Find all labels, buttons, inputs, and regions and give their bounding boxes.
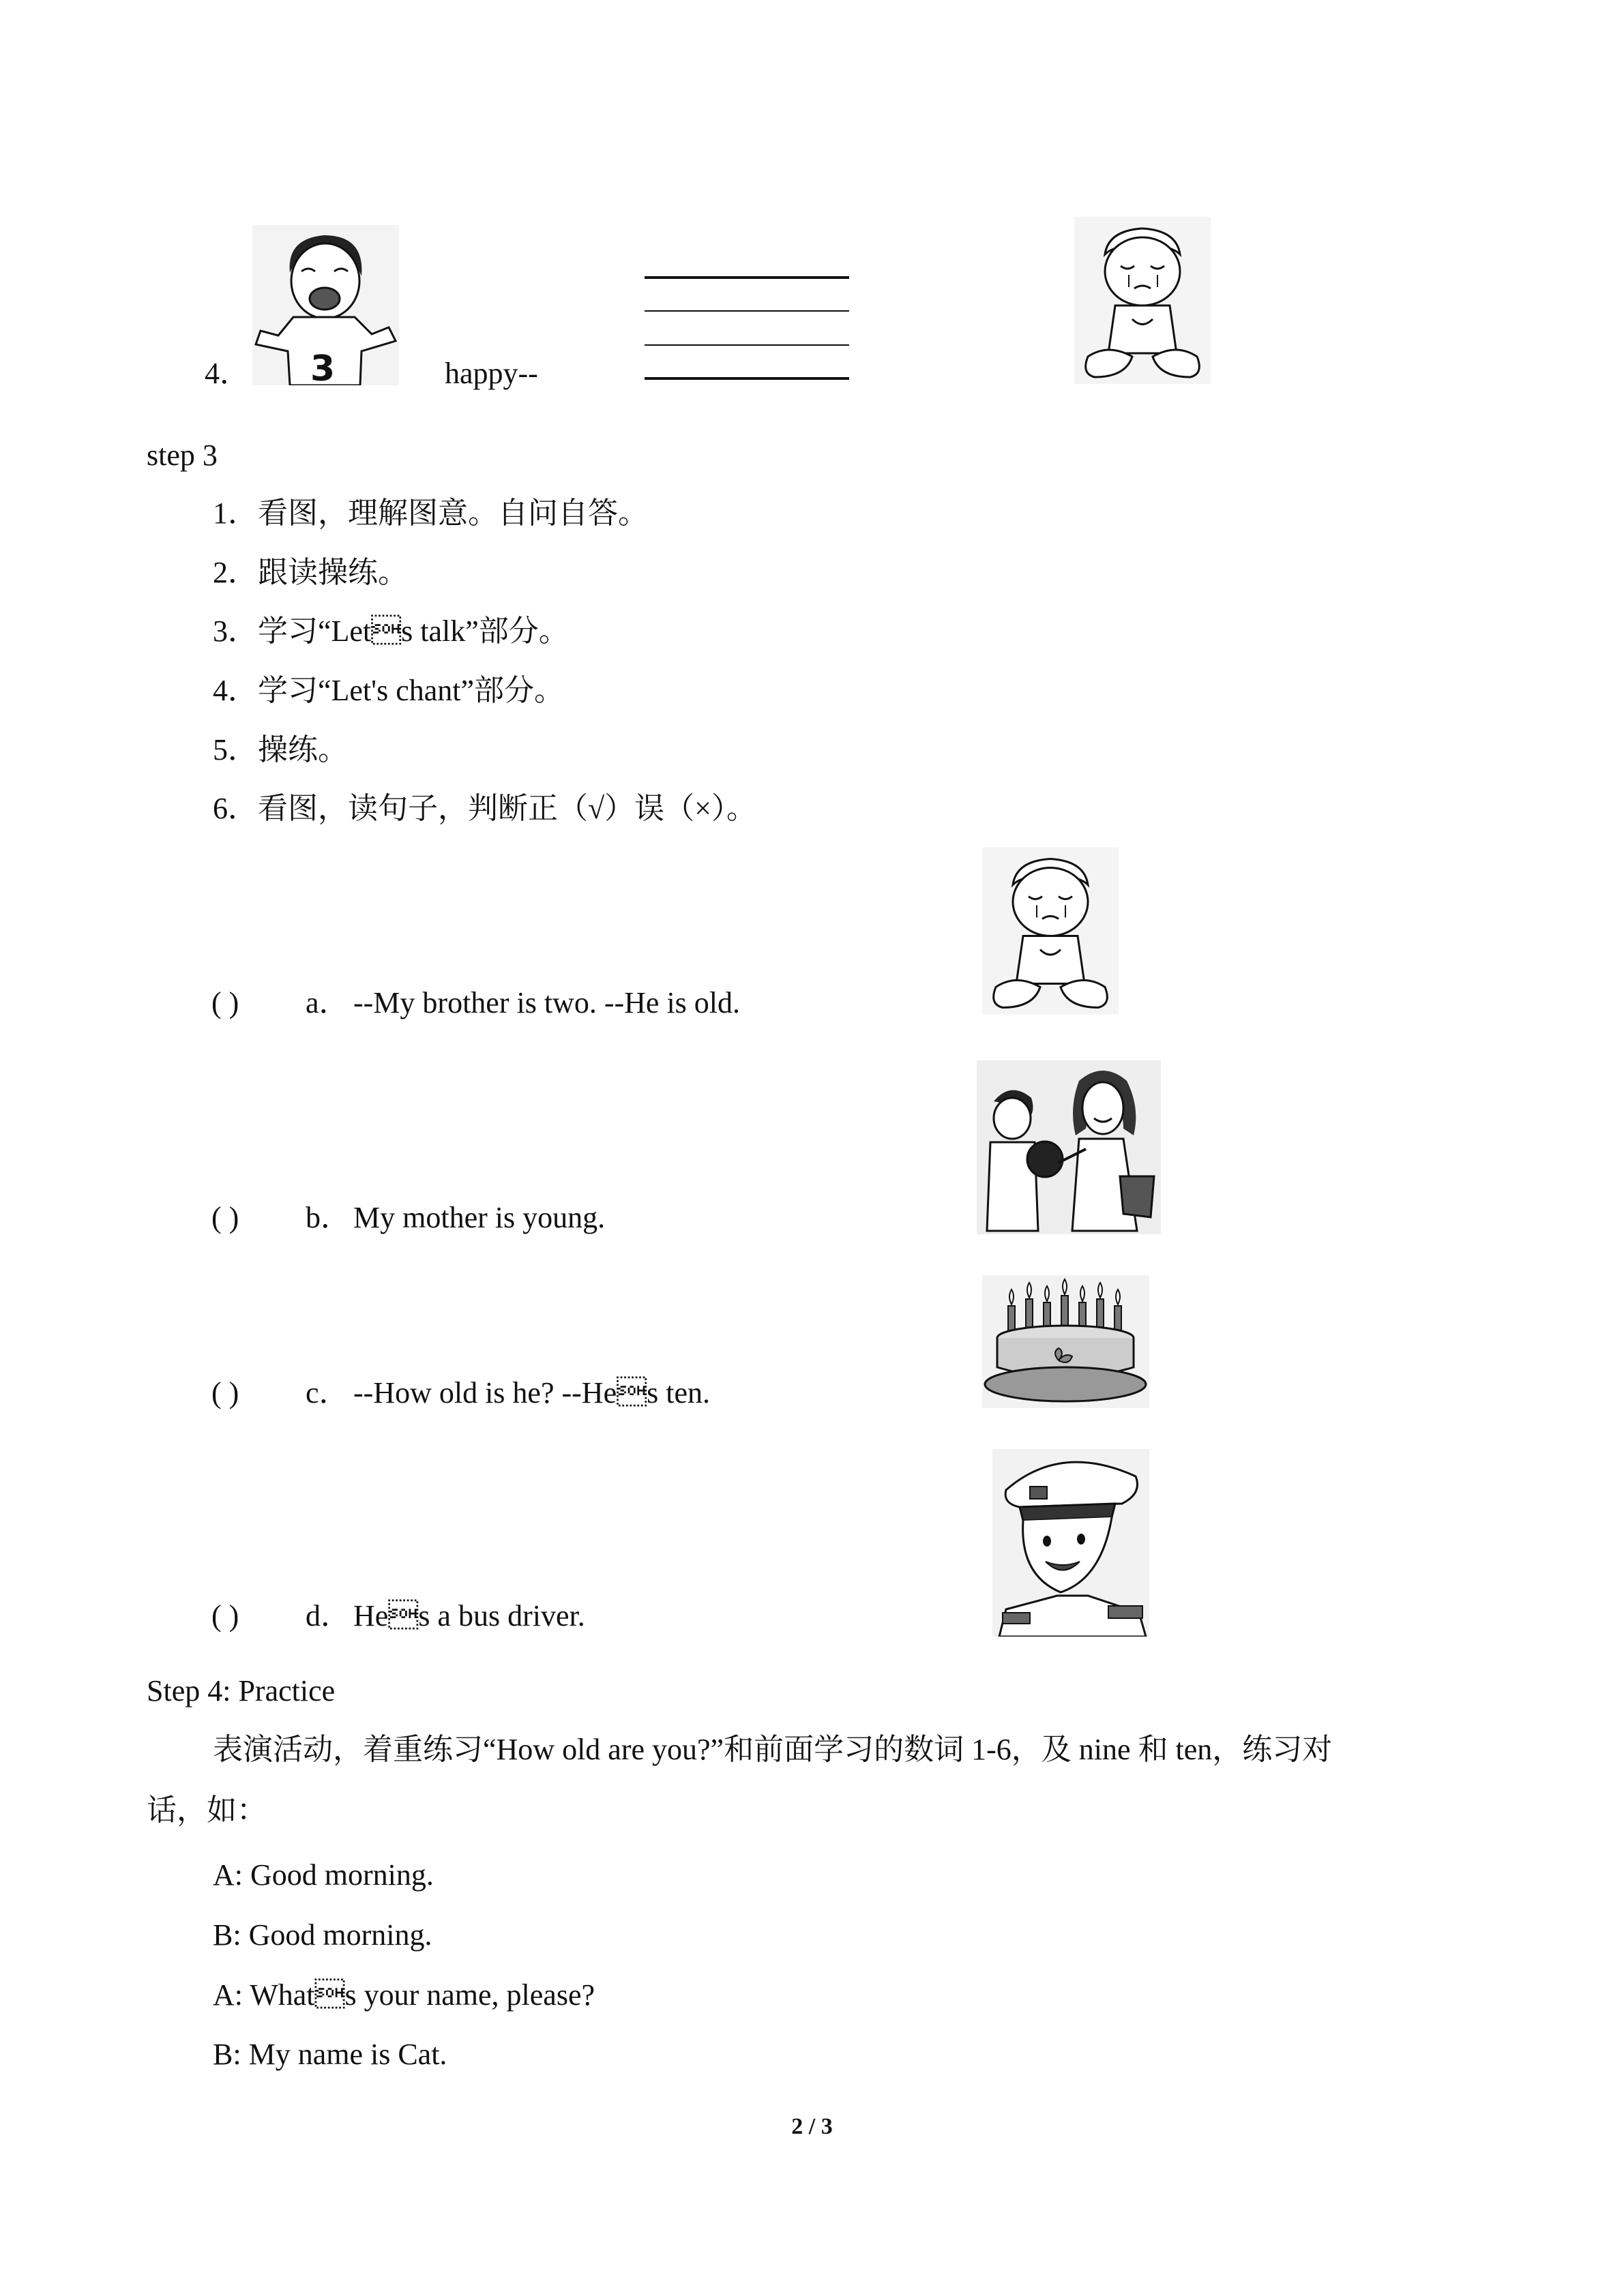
svg-text:3: 3 (310, 348, 336, 385)
judge-text-b: My mother is young. (353, 1201, 606, 1234)
answer-blank-1[interactable] (645, 276, 849, 279)
judge-label-a: a． (306, 986, 349, 1019)
step3-item-4: 4．学习“Let's chant”部分。 (213, 674, 565, 707)
page-number: 2 / 3 (791, 2114, 833, 2139)
dialogue-line-3: A: Whats your name, please? (213, 1978, 595, 2012)
judge-label-c: c． (306, 1376, 349, 1410)
step3-item-5: 5．操练。 (213, 733, 348, 766)
step3-item-6: 6．看图，读句子，判断正（√）误（×）。 (213, 792, 756, 825)
mother-and-boy-picture (977, 1060, 1161, 1234)
step4-paragraph-line2: 话，如： (147, 1793, 267, 1827)
step4-paragraph-line1: 表演活动，着重练习“How old are you?”和前面学习的数词 1-6，及 nine 和 ten，练习对 (213, 1733, 1333, 1766)
answer-blank-3[interactable] (645, 344, 849, 346)
step3-item-3: 3．学习“Lets talk”部分。 (213, 614, 569, 648)
judge-text-c: --How old is he? --Hes ten. (353, 1376, 710, 1410)
judge-text-a: --My brother is two. --He is old. (353, 986, 741, 1019)
step3-item-2: 2．跟读操练。 (213, 556, 408, 589)
dialogue-line-4: B: My name is Cat. (213, 2038, 447, 2071)
dialogue-line-2: B: Good morning. (213, 1918, 432, 1952)
laughing-boy-picture (252, 225, 399, 385)
step3-heading: step 3 (147, 438, 218, 472)
judge-text-d: Hes a bus driver. (353, 1599, 585, 1632)
birthday-cake-picture (982, 1275, 1149, 1408)
judge-bracket-b[interactable]: ( ) (211, 1201, 239, 1234)
judge-bracket-a[interactable]: ( ) (211, 986, 239, 1019)
happy-word: happy-- (445, 357, 538, 390)
judge-bracket-c[interactable]: ( ) (211, 1376, 239, 1410)
step3-item-1: 1．看图，理解图意。自问自答。 (213, 496, 648, 530)
judge-label-d: d． (306, 1599, 351, 1632)
item-number: 4． (205, 357, 250, 390)
step4-heading: Step 4: Practice (147, 1674, 336, 1708)
answer-blank-4[interactable] (645, 377, 849, 380)
crying-boy-picture (1074, 217, 1211, 384)
judge-label-b: b． (306, 1201, 351, 1234)
bus-driver-picture (992, 1449, 1149, 1637)
crying-boy-picture-small (982, 846, 1119, 1016)
dialogue-line-1: A: Good morning. (213, 1858, 434, 1892)
judge-bracket-d[interactable]: ( ) (211, 1599, 239, 1632)
answer-blank-2[interactable] (645, 310, 849, 312)
